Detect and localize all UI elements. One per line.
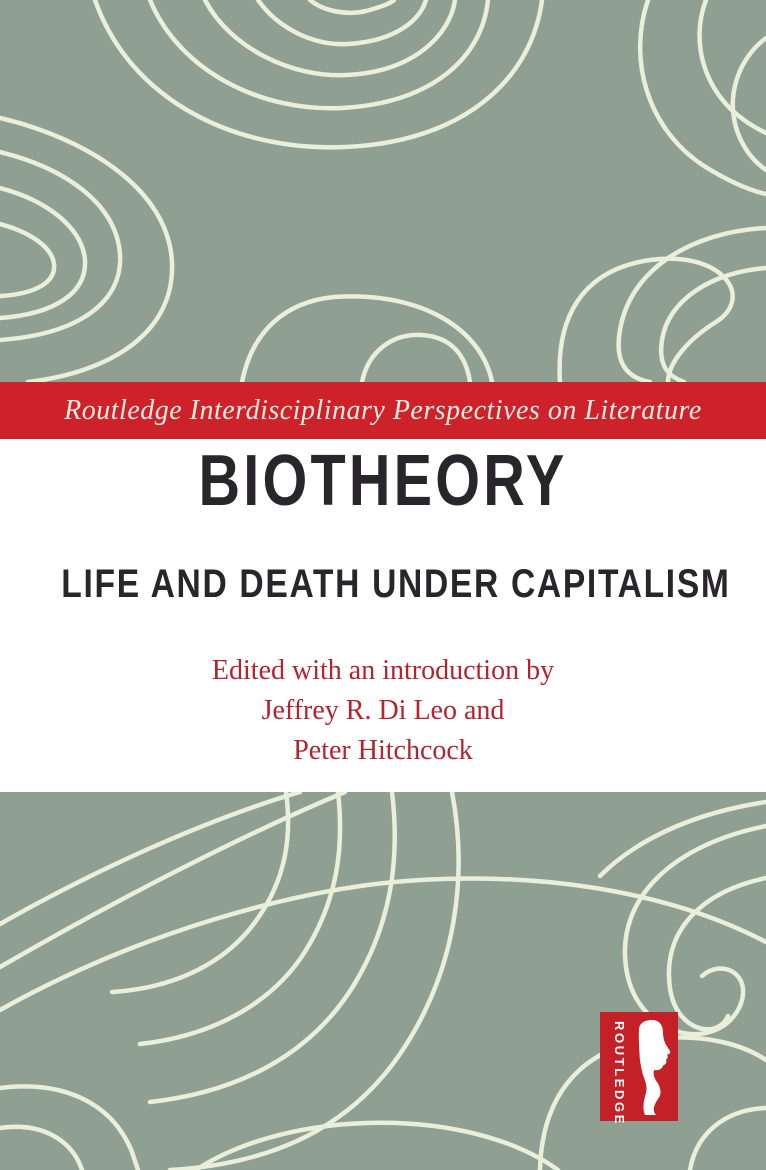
contour-lines-top-art [0,0,766,382]
editor-block [0,651,766,771]
title-panel [0,439,766,792]
contour-pattern-top [0,0,766,382]
editor-name-2: Peter Hitchcock [293,735,473,766]
routledge-head-profile-icon [629,1019,673,1116]
editor-name-1: Jeffrey R. Di Leo and [261,695,505,726]
series-banner-text: Routledge Interdisciplinary Perspectives on Literature [64,394,702,426]
routledge-logo-text: ROUTLEDGE [612,1021,627,1127]
book-subtitle: LIFE AND DEATH UNDER CAPITALISM [61,562,731,606]
book-title: BIOTHEORY [198,441,568,521]
routledge-logo [600,1012,678,1127]
series-banner [0,382,766,439]
edited-by-line: Edited with an introduction by [211,655,555,686]
